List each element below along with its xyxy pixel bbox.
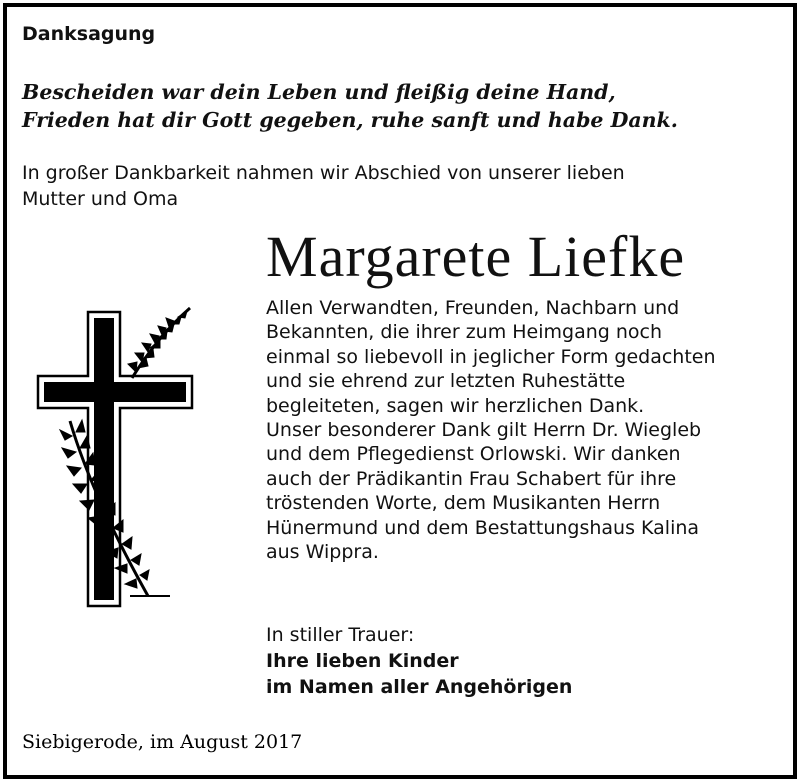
thanks-line: und sie ehrend zur letzten Ruhestätte — [266, 370, 626, 393]
place-date: Siebigerode, im August 2017 — [22, 731, 303, 753]
thanks-line: Allen Verwandten, Freunden, Nachbarn und — [266, 297, 680, 319]
heading: Danksagung — [22, 23, 156, 45]
thanks-line: Hünermund und dem Bestattungshaus Kalina — [266, 516, 700, 539]
verse — [22, 78, 678, 134]
thanks-line: einmal so liebevoll in jeglicher Form gedachten — [266, 345, 716, 368]
verse-line: Bescheiden war dein Leben und fleißig deine Hand, — [22, 80, 616, 104]
signer-line: Ihre lieben Kinder — [266, 650, 459, 672]
deceased-name: Margarete Liefke — [266, 224, 686, 289]
thanks-line: Bekannten, die ihrer zum Heimgang noch — [266, 321, 663, 344]
verse-line: Frieden hat dir Gott gegeben, ruhe sanft und habe Dank. — [22, 108, 678, 132]
thanks-line: Unser besonderer Dank gilt Herrn Dr. Wiegleb — [266, 419, 702, 442]
thanks-line: auch der Prädikantin Frau Schabert für ihre — [266, 467, 677, 490]
thanks-text — [266, 296, 786, 564]
signers — [266, 648, 572, 700]
intro-text — [22, 160, 722, 212]
signer-line: im Namen aller Angehörigen — [266, 676, 573, 698]
thanks-line: aus Wippra. — [266, 541, 379, 564]
intro-line: Mutter und Oma — [22, 188, 179, 210]
intro-line: In großer Dankbarkeit nahmen wir Abschied von unserer lieben — [22, 162, 625, 184]
thanks-line: begleiteten, sagen wir herzlichen Dank. — [266, 394, 645, 417]
thanks-line: tröstenden Worte, dem Musikanten Herrn — [266, 492, 661, 515]
thanks-line: und dem Pflegedienst Orlowski. Wir danken — [266, 443, 681, 466]
mourning-label: In stiller Trauer: — [266, 624, 415, 646]
cross-with-palm-branch-icon — [30, 296, 230, 616]
